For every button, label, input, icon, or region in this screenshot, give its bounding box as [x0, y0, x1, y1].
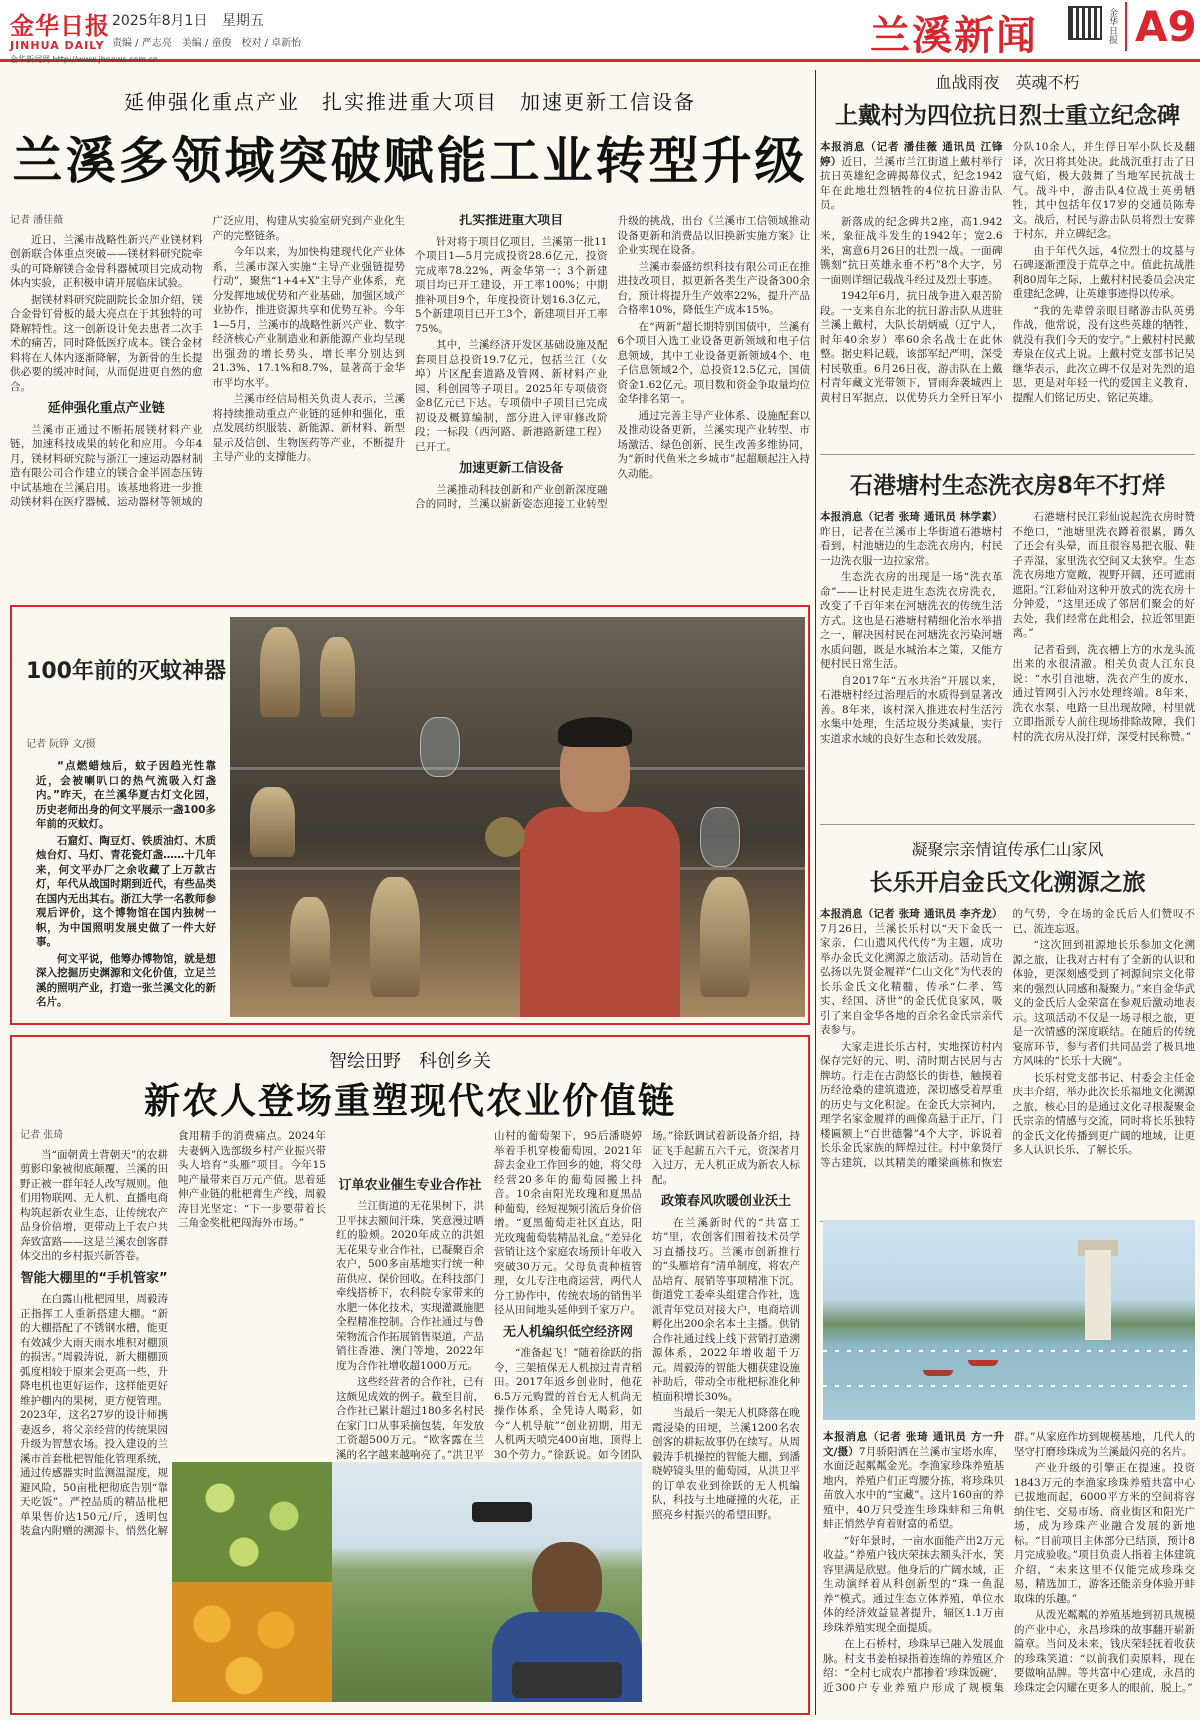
laundry-body — [820, 510, 1195, 810]
antique-lamp — [370, 877, 420, 997]
farm-byline: 记者 张琦 — [20, 1130, 64, 1141]
paragraph: “这次回到祖源地长乐参加文化溯源之旅，让我对古村有了全新的认识和体验，更深刻感受到了祠源间宗文化带来的强烈认同感和凝聚力。”来自金华武义的金氏后人金荣富在参观后激动地表示。这项活动不仅是一场寻根之旅，更是一次情感的深度联结。在随后的传统宴席环节，参与者们共同品尝了极具地方风味的“长乐十大碗”。 — [1012, 939, 1195, 1067]
feature-title[interactable]: 100年前的灭蚊神器 — [26, 659, 226, 684]
lead-subhead-2: 扎实推进重大项目 — [459, 214, 564, 228]
newspaper-logo — [10, 6, 110, 52]
section-title: 兰溪新闻 — [870, 13, 1038, 59]
paragraph: 通过完善主导产业体系、设施配套以及推动设备更新，兰溪实现产业转型、市场激活、绿色创新、民生改善多维协同，为“新时代鱼米之乡城市”起超顺起注入持久动能。 — [617, 409, 810, 480]
qr-caption: 金华日报 — [1107, 8, 1117, 44]
paragraph: 当最后一架无人机降落在晚霞浸染的田埂，兰溪1200名农创客的耕耘故事仍在续写。从周毅涛手机操控的智能大棚，到潘晓婷镜头里的葡萄园，从洪卫平的订单农业到徐跃的无人机编队，科技与土地碰撞的火花，正照亮乡村振兴的希望田野。 — [652, 1407, 800, 1521]
farm-subhead-5: 政策春风吹暖创业沃土 — [660, 1194, 791, 1209]
right-column — [820, 70, 1195, 1266]
farmer-head — [532, 1542, 602, 1622]
paragraph: 在“两新”超长期特别国债中，兰溪有6个项目入选工业设备更新领域和电子信息领域，其中工业设备更新领域4个、电子信息领域2个，总投资12.5亿元，国债资金1.62亿元。项目数和资金争取量均位金华排名第一。 — [617, 320, 810, 405]
lead-kicker: 延伸强化重点产业 扎实推进重大项目 加速更新工信设备 — [124, 90, 696, 114]
paragraph: “点燃蜡烛后，蚊子因趋光性靠近，会被喇叭口的热气流吸入灯盏内。”昨天，在兰溪华夏古灯文化园，历史老师出身的何文平展示一盏100多年前的灭蚊灯。 — [36, 760, 216, 830]
memorial-story — [820, 70, 1195, 440]
paragraph: “好年景时，一亩水面能产出2万元收益。”养殖户钱庆荣抹去额头汗水，笑容里满是欣慰。他身后的广阔水域，正生动演绎着从科创新型的“珠一鱼混养”模式。通过生态立体养殖，单位水体的经济效益显著提升，辐区1.1万亩珍珠养殖实现全面提质。 — [823, 1534, 1004, 1634]
paragraph: 兰溪市正通过不断拓展镁材料产业链，加速科技成果的转化和应用。今年4月，镁材料研究院与浙江一速运动器材制造有限公司合作建立的镁合金半固态压铸中试基地在兰溪启用。该基地将进一步推动镁材料在医疗器械、运动器材等领域的广泛应用，构建从实验室研究到产业化生产的完整链条。 — [10, 215, 405, 508]
person-hair — [558, 717, 632, 747]
farm-kicker: 智绘田野 科创乡关 — [329, 1051, 491, 1072]
paragraph: 在兰溪新时代的“共富工坊”里，农创客们围着技术员学习直播技巧。兰溪市创新推行的“头雁培育”清单制度，将农产品培育、展销等事项精准下沉。街道党工委牵头组建合作社，选派青年党员对接大户，电商培训孵化出200余名本土主播。供销合作社通过线上线下营销打造溯源体系，2022年增收超千万元。周毅涛的智能大棚获建设施补助后，带动全市枇杷标准化种植面积增长30%。 — [652, 1216, 800, 1403]
pagoda-tower — [1085, 1250, 1111, 1340]
paragraph: 石窟灯、陶豆灯、铁质油灯、木质烛台灯、马灯、青花瓷灯盏……十几年来，何文平办厂之余收藏了上万款古灯，年代从战国时期到近代，有些品类在国内无出其右。浙江大学一名教师参观后评价，这个博物馆在国内独树一帜，为中国照明发展史做了一件大好事。 — [36, 834, 216, 948]
paragraph: 据镁材料研究院副院长金加介绍，镁合金骨钉骨板的最大亮点在于其独特的可降解特性。这一创新设计免去患者二次手术的痛苦，同时降低医疗成本。镁合金材料将在人体内逐渐降解，为新骨的生长提供必要的缓冲时间，从而促进更自然的愈合。 — [10, 293, 203, 393]
paragraph: 石港塘村民江彩仙说起洗衣房时赞不绝口，“池塘里洗衣蹲着很累，蹲久了还会有头晕，而且很容易把衣服、鞋子弄湿，家里洗衣空间又太狭窄。生态洗衣房地方宽敞，视野开阔，还可遮雨遮阳。”江彩仙对这种开放式的洗衣房十分钟爱，“这里还成了邻居们聚会的好去处，我们经常在此相会，拉近邻里距离。” — [1012, 511, 1195, 639]
clan-byline: 本报消息（记者 张琦 通讯员 李齐龙） — [820, 908, 1003, 920]
farm-subhead-2: 订单农业催生专业合作社 — [338, 1177, 482, 1193]
paragraph: 兰溪市经信局相关负责人表示，兰溪将持续推动重点产业链的延伸和强化，重点发展纺织服装、新能源、新材料、新型显示及信创、生物医药等产业，不断提升主导产业的支撑能力。 — [212, 393, 405, 463]
qr-code-icon — [1068, 6, 1102, 40]
paragraph: “我的先辈曾亲眼目睹游击队英勇作战，他常说，没有这些英雄的牺牲，就没有我们今天的安宁。”上戴村村民戴寿泉在仪式上说。上戴村党支部书记吴继华表示，此次立碑不仅是对先烈的追思，更是对年轻一代的爱国主义教育，提醒人们铭记历史、铭记英雄。 — [1012, 304, 1195, 404]
drone-controller — [512, 1662, 622, 1698]
person-figure — [520, 807, 680, 1017]
clan-headline[interactable]: 长乐开启金氏文化溯源之旅 — [869, 870, 1146, 896]
pearl-body — [823, 1430, 1195, 1715]
issue-date: 2025年8月1日 — [112, 13, 208, 29]
logo-english: JINHUA DAILY — [10, 39, 105, 52]
farm-headline[interactable]: 新农人登场重塑现代农业价值链 — [143, 1081, 676, 1122]
glass-lamp-chimney — [420, 717, 460, 777]
pearl-lake-photo — [823, 1220, 1195, 1420]
paragraph: 自2017年“五水共治”开展以来，石港塘村经过治理后的水质得到显著改善。8年来，该村深入推进农村生活污水集中处理，生活垃圾分类减量，实行实道求水域的良好生态和长效发展。 — [820, 674, 1003, 745]
lead-body — [10, 214, 810, 594]
paragraph: 1942年6月，抗日战争进入艰苦阶段。一支来自东北的抗日游击队从进驻兰溪上戴村，大队长胡炳威（辽宁人，时年40余岁）率60余名战士在此休整。据史料记载，该部军纪严明，深受村民敬重。6月26日夜，游击队在上戴村青年藏文光带领下，冒雨奔袭城西上黄村日军据点，以优势兵力全歼日军小分队10余人，并生俘日军小队长及翻译，次日将其处决。此战沉重打击了日寇气焰，极大鼓舞了当地军民抗战士气。战斗中，游击队4位战士英勇牺牲，其中包括年仅17岁的交通员陈寿文。战后，村民与游击队员将烈士安葬于村东，并立碑纪念。 — [820, 141, 1195, 404]
paragraph — [820, 510, 1003, 568]
antique-lamp — [260, 627, 300, 717]
boat-icon — [923, 1370, 953, 1376]
drone-icon — [472, 1502, 532, 1522]
paragraph: 其中，兰溪经济开发区基础设施及配套项目总投资19.7亿元，包括兰江（女埠）片区配套道路及管网、新材料产业园、科创园等子项目。2025年专项债资金8亿元已下达。专项债中子项目已完成初设及概算编制，部分进入评审修改阶段；一标段（西河路、新港路新建工程）已开工。 — [415, 339, 608, 453]
pearl-byline: 本报消息（记者 张琦 通讯员 方一升 文/摄） — [823, 1431, 1004, 1458]
paragraph: 大家走进长乐古村，实地探访村内保存完好的元、明、清时期古民居与古牌坊。行走在古韵悠长的街巷，触摸着历经沧桑的建筑遗迹，深切感受着厚重的历史与文化积淀。在金氏大宗祠内，理学名家金履祥的画像高悬于正厅，门楼匾额上“百世德馨”4个大字，诉说着长乐金氏家族的辉煌过往。村中象贤厅等古建筑，以其精美的雕梁画栋和恢宏的气势，令在场的金氏后人们赞叹不已、流连忘返。 — [820, 908, 1195, 1169]
paragraph: 生态洗衣房的出现是一场“洗衣革命”——让村民走进生态洗衣房洗衣，改变了千百年来在河塘洗衣的传统生活方式。这也是石港塘村精细化治水举措之一，解决因村民在河塘洗衣污染河塘水质问题，既是水城治本之策，又能方便村民日常生活。 — [820, 571, 1003, 670]
paragraph: 记者看到，洗衣槽上方的水龙头流出来的水很清澈。相关负责人江东良说：“水引自池塘，洗衣产生的废水，通过管网引入污水处理终端。8年来，洗衣水泵、电路一旦出现故障，村里就立即指派专人前往现场排除故障，我们村的洗衣房从没打烊，深受村民称赞。” — [1012, 643, 1195, 743]
paragraph: 在上石桥村，珍珠早已融入发展血脉。村支书姜柏禄指着连绵的养殖区介绍：“全村七成农户都掺着‘珍珠饭碗’，近300户专业养殖户形成了规模集群。”从家庭作坊到规模基地，几代人的坚守打磨珍珠成为兰溪最闪亮的名片。 — [823, 1431, 1195, 1694]
laundry-p1: 昨日，记者在兰溪市上华街道石港塘村看到，村池塘边的生态洗衣房内，村民一边洗衣服一边拉家常。 — [820, 525, 1003, 567]
clan-story — [820, 824, 1195, 1207]
clan-body — [820, 907, 1195, 1207]
paragraph — [823, 1430, 1004, 1532]
photo-feature — [10, 605, 810, 1025]
laundry-byline: 本报消息（记者 张琦 通讯员 林学素） — [820, 511, 1003, 523]
paragraph: 兰江街道的无花果树下，洪卫平抹去额间汗珠，笑意漫过晒红的脸颊。2020年成立的洪姐无花果专业合作社，已凝聚百余农户，500多亩基地实行统一种苗供应、保价回收。在科技部门牵线搭桥下，农科院专家带来的水肥一体化技术，实现灌溉施肥全程精准控制。合作社通过与鲁荣物流合作拓展销售渠道，产品销往香港、澳门等地，2022年度为合作社增收超1000万元。 — [336, 1200, 484, 1372]
antique-lamp — [320, 637, 355, 717]
paragraph — [820, 140, 1003, 213]
museum-lamp-photo — [230, 617, 805, 1017]
clan-p1: 7月26日，兰溪长乐村以“天下金氏一家亲，仁山遗风代代传”为主题，成功举办金氏文化溯源之旅活动。活动旨在弘扬以先贤金履祥“仁山文化”为代表的长乐金氏文化精髓，传承“仁孝、笃实、经国、济世”的金氏优良家风，吸引了来自金华各地的百余名金氏宗亲代表参与。 — [820, 922, 1003, 1036]
paragraph: 新落成的纪念碑共2座，高1.942米，象征战斗发生的1942年；宽2.6米，寓意6月26日的壮烈一战。一面碑镌刻“抗日英雄永垂不朽”8个大字，另一面则详细记载战斗经过及烈士事迹。 — [820, 215, 1003, 286]
antique-lamp — [250, 787, 295, 857]
grapes-photo — [172, 1462, 332, 1582]
paragraph: 在白露山枇杷园里，周毅涛正指挥工人重新搭建大棚。“新的大棚搭配了不锈钢水槽，能更有效减少大雨天雨水堆积对棚顶的损害。”周毅涛说，新大棚棚顶弧度相较于原来会更高一些，升降电机也更好运作，这样能更好维护棚内的果树，更方便管理。2023年，这名27岁的设计师携妻返乡，将父亲经营的传统果园升级为智慧农场。投入建设的兰溪市首套枇杷智能化管理系统，通过传感器实时监测温湿度，规避风险，50亩枇杷彻底告别“靠天吃饭”。严控品质的精品枇杷单果售价达150元/斤，透明包装盒内附赠的溯源卡，悄然化解食用精手的消费痛点。2024年夫妻俩入选部级乡村产业振兴带头人培育“头雁”项目。今年15吨产量带来百万元产值。思着延伸产业链的枇杷膏生产线，周毅涛目光坚定：“下一步要带着长三角金奖枇杷闯海外市场。” — [20, 1130, 326, 1537]
farm-collage-photo — [172, 1462, 642, 1702]
issue-weekday: 星期五 — [221, 13, 264, 29]
laundry-story — [820, 454, 1195, 810]
paragraph: 这些经营者的合作社，已有这颇见成效的例子。截至目前，合作社已累计超过180多名村民在家门口从事采摘包装，年发放工资超500万元。“欧客露在兰溪的名字越来越响亮了。”洪卫平 — [336, 1376, 484, 1461]
website-link[interactable]: 金华新闻网 http://www.jhnews.com.cn — [10, 55, 159, 64]
dateline — [112, 10, 274, 30]
farm-subhead-4: 无人机编织低空经济网 — [502, 1324, 633, 1340]
paragraph: 兰溪市泰盛纺织科技有限公司正在推进技改项目，拟更新各类生产设备300余台，预计将提升生产效率22%，提升产品合格率10%，降低生产成本15%。 — [617, 260, 810, 316]
paragraph: 从泼光粼粼的养殖基地到初具规模的产业中心，永昌珍珠的故事翻开崭新篇章。当问及未来，钱庆荣轻抚着收获的珍珠笑道：“以前我们卖原料，现在要做响品牌。等共富中心建成，永昌的珍珠定会闪耀在更多人的眼前，脱上。” — [1014, 1609, 1195, 1694]
display-shelf — [230, 767, 805, 770]
pearl-buoy-line — [823, 1385, 1195, 1387]
masthead — [0, 0, 1200, 62]
pearl-p1: 7月骄阳洒在兰溪市宝塔水库，水面泛起粼粼金光。李渔家珍珠养殖基地内，养殖户们正弯腰分拣，将珍珠贝苗放入水中的“宝藏”。这片160亩的养殖中，40万只受连生珍珠蚌和三角帆蚌正悄然孕育着财富的希望。 — [823, 1445, 1004, 1530]
loquat-photo — [172, 1582, 332, 1702]
laundry-headline[interactable]: 石港塘村生态洗衣房8年不打烊 — [849, 473, 1165, 499]
antique-lamp — [700, 877, 750, 997]
mosquito-lamp — [485, 817, 525, 857]
column-divider — [815, 70, 816, 1715]
memorial-p1: 近日，兰溪市兰江街道上戴村举行抗日英雄纪念碑揭幕仪式，纪念1942年在此地壮烈牺牲的4位抗日游击队员。 — [820, 155, 1003, 211]
page-number: A9 — [1125, 2, 1197, 51]
lead-subhead-3: 加速更新工信设备 — [459, 461, 564, 476]
paragraph: 今年以来，为加快构建现代化产业体系，兰溪市深入实施“主导产业强链提势行动”，聚焦“1+4+X”主导产业体系，充分发挥地域优势和产业基础，加强区域产业协作，推进资源共享和优势互补。今年1—5月，兰溪市的战略性新兴产业、数字经济核心产业制造业和新能源产业均呈现出强劲的增长势头，增长率分别达到21.3%、17.1%和8.7%，显著高于金华市平均水平。 — [212, 246, 405, 389]
paragraph: 针对将于项目亿项目，兰溪第一批11个项目1—5月完成投资28.6亿元，投资完成率78.22%，两金华第一；3个新建项目均已开工建设，开工率100%；中期推补项目9个，年度投资计划16.3亿元，5个新建项目已开工3个，新建项目开工率75%。 — [415, 235, 608, 335]
glass-lamp-chimney — [700, 807, 740, 867]
paragraph: 近日，兰溪市战略性新兴产业镁材料创新联合体重点突破——镁材料研究院牵头的可降解镁合金骨科器械项目完成动物体内实验，正积极申请开展临床试验。 — [10, 233, 203, 289]
feature-byline: 记者 阮铮 文/摄 — [26, 739, 96, 750]
paragraph: 何文平说，他筹办博物馆，就是想深入挖掘历史渊源和文化价值，立足兰溪的照明产业，打造一张兰溪文化的新名片。 — [36, 952, 216, 1008]
lead-byline: 记者 潘佳薇 — [10, 215, 64, 226]
clan-kicker: 凝聚宗亲情谊传承仁山家风 — [911, 840, 1104, 859]
paragraph: “准备起飞！”随着徐跃的指令，三架植保无人机掠过青青稻田。2017年返乡创业时，他花6.5万元购置的首台无人机尚无操作体系，全凭诗人喝彩，如今“人机导航”“创业初期，用无人机两天喷完400亩地，顶得上30个劳力。”徐跃说。如今团队 场。”徐跃调试着新设备介绍，持证飞手起薪五六千元，资深者月入过万，无人机正成为新农人标配。 — [494, 1130, 800, 1461]
pearl-buoy-line — [823, 1350, 1195, 1352]
farm-subhead-1: 智能大棚里的“手机管家” — [20, 1270, 168, 1286]
feature-body — [36, 759, 216, 1012]
paragraph: 当“面朝黄土背朝天”的农耕剪影印象被彻底颠覆，兰溪的田野正被一群年轻人改写规则。他们用物联网、无人机、直播电商构筑起新农业生态，让传统农产品身价倍增，更带动上千农户共奔致富路——这是兰溪农创客群体交出的乡村振兴新答卷。 — [20, 1148, 168, 1262]
paragraph: 长乐村党支部书记、村委会主任金庆丰介绍，举办此次长乐福地文化溯源之旅，核心目的是通过文化寻根凝聚金氏宗亲的情感与交流，同时将长乐独特的金氏文化传播到更广阔的地域，让更多人认识长乐、了解长乐。 — [1012, 1071, 1195, 1156]
paragraph: 产业升级的引擎正在提速。投资1843万元的李渔家珍珠养殖共富中心已拔地而起，6000平方米的空间将容纳住宅、交易市场、商业街区和阳光广场，成为珍珠产业融合发展的新地标。“目前项目主体部分已结顶，预计8月完成验收。”项目负责人指着主体建筑介绍，“未来这里不仅能完成珍珠交易，精选加工，游客还能亲身体验开蚌取珠的乐趣。” — [1014, 1462, 1195, 1605]
memorial-body — [820, 140, 1195, 440]
memorial-headline[interactable]: 上戴村为四位抗日烈士重立纪念碑 — [835, 103, 1180, 129]
logo-chinese: 金华日报 — [10, 12, 110, 40]
lead-story — [10, 86, 810, 193]
paragraph: 由于年代久远，4位烈士的坟墓与石碑逐渐湮没于荒草之中。值此抗战胜利80周年之际，上戴村村民委员会决定重建纪念碑，让英雄事迹得以传承。 — [1012, 244, 1195, 300]
antique-lamp — [290, 897, 330, 987]
farmer-feature — [10, 1035, 810, 1715]
paragraph: 兰溪推动科技创新和产业创新深度融合的同时，兰溪以崭新姿态迎接工业转型升级的挑战，出台《兰溪市工信领域推动设备更新和消费品以旧换新实施方案》让企业实现在设备。 — [415, 215, 810, 510]
paragraph: 山村的葡萄架下，95后潘晓婷举着手机穿梭葡萄园，2021年辞去金业工作回乡的她，将父母经营20多年的葡萄园搬上抖音。10余亩阳光玫瑰和夏黑品种葡萄，经短视频引流后身价倍增。“夏黑葡萄走社区直达，阳光玫瑰葡萄装精品礼盒。”差异化营销让这个家庭农场预计年收入突破30万元。父母负责种植管理，女儿专注电商运营，两代人分工协作中，传统农场的销售半径从田间地头延伸到千家万户。 — [494, 1130, 642, 1316]
boat-icon — [968, 1360, 998, 1366]
memorial-byline: 本报消息（记者 潘佳薇 通讯员 江锋婷） — [820, 141, 1003, 168]
lead-subhead-1: 延伸强化重点产业链 — [47, 401, 165, 416]
lead-headline[interactable]: 兰溪多领域突破赋能工业转型升级 — [12, 132, 808, 190]
display-shelf — [230, 867, 805, 870]
paragraph — [820, 907, 1003, 1038]
memorial-kicker: 血战雨夜 英魂不朽 — [935, 73, 1080, 92]
editor-credits: 责编 / 严志亮 美编 / 童俊 校对 / 卓新怡 — [112, 38, 302, 49]
